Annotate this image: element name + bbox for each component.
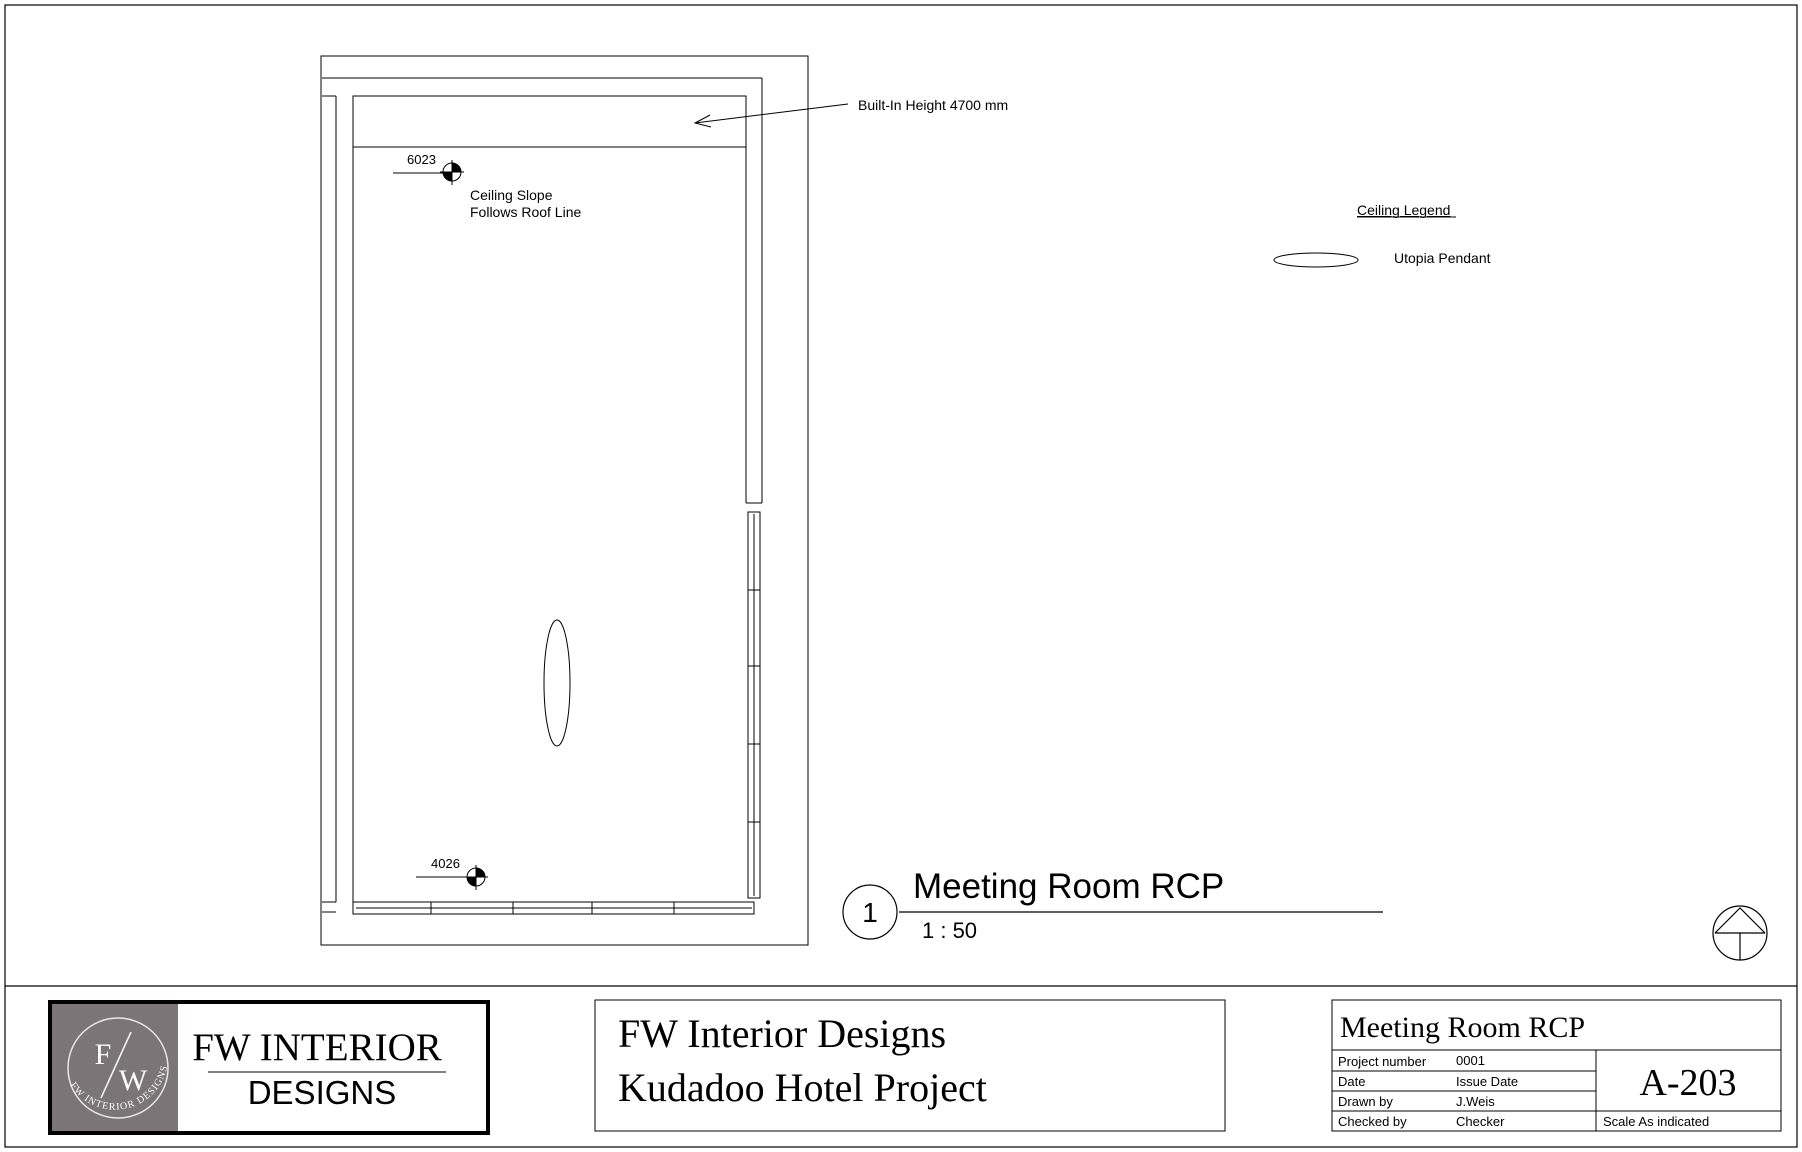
logo-text-line2: DESIGNS — [247, 1074, 397, 1111]
drawn-by-label: Drawn by — [1338, 1094, 1393, 1109]
sheet-number: A-203 — [1639, 1062, 1737, 1104]
logo-text-line1: FW INTERIOR — [192, 1026, 442, 1069]
north-arrow-icon — [1713, 906, 1767, 960]
built-in-height-label: Built-In Height 4700 mm — [858, 97, 1009, 113]
ceiling-slope-note-line2: Follows Roof Line — [470, 204, 582, 220]
level-value-bottom: 4026 — [431, 856, 460, 871]
project-name: Kudadoo Hotel Project — [618, 1065, 987, 1110]
sheet-scale: Scale As indicated — [1603, 1114, 1710, 1129]
view-scale: 1 : 50 — [922, 918, 978, 943]
company-logo — [50, 1002, 488, 1133]
drawn-by-value: J.Weis — [1456, 1094, 1495, 1109]
logo-monogram-f: F — [94, 1038, 112, 1071]
checked-by-label: Checked by — [1338, 1114, 1407, 1129]
ceiling-legend-title: Ceiling Legend — [1357, 202, 1451, 218]
view-name: Meeting Room RCP — [913, 867, 1225, 906]
built-in-height-leader — [695, 104, 848, 127]
floor-plan — [321, 56, 808, 945]
project-number-value: 0001 — [1456, 1053, 1485, 1068]
sheet-title: Meeting Room RCP — [1340, 1011, 1586, 1044]
sheet-border — [5, 5, 1797, 1147]
legend-item-utopia-pendant: Utopia Pendant — [1394, 250, 1491, 266]
view-number: 1 — [862, 897, 878, 928]
date-label: Date — [1338, 1074, 1366, 1089]
built-in-cabinet — [353, 96, 746, 147]
ellipse-pendant-icon — [1274, 253, 1358, 267]
ceiling-slope-note-line1: Ceiling Slope — [470, 187, 553, 203]
project-number-label: Project number — [1338, 1054, 1427, 1069]
date-value: Issue Date — [1456, 1074, 1519, 1089]
plan-outer-boundary — [321, 56, 808, 945]
level-value-top: 6023 — [407, 152, 436, 167]
logo-ring-text: FW INTERIOR DESIGNS — [67, 1063, 171, 1113]
checked-by-value: Checker — [1456, 1114, 1505, 1129]
company-name: FW Interior Designs — [618, 1011, 947, 1056]
logo-monogram-w: W — [118, 1064, 148, 1097]
utopia-pendant-fixture — [544, 620, 570, 746]
